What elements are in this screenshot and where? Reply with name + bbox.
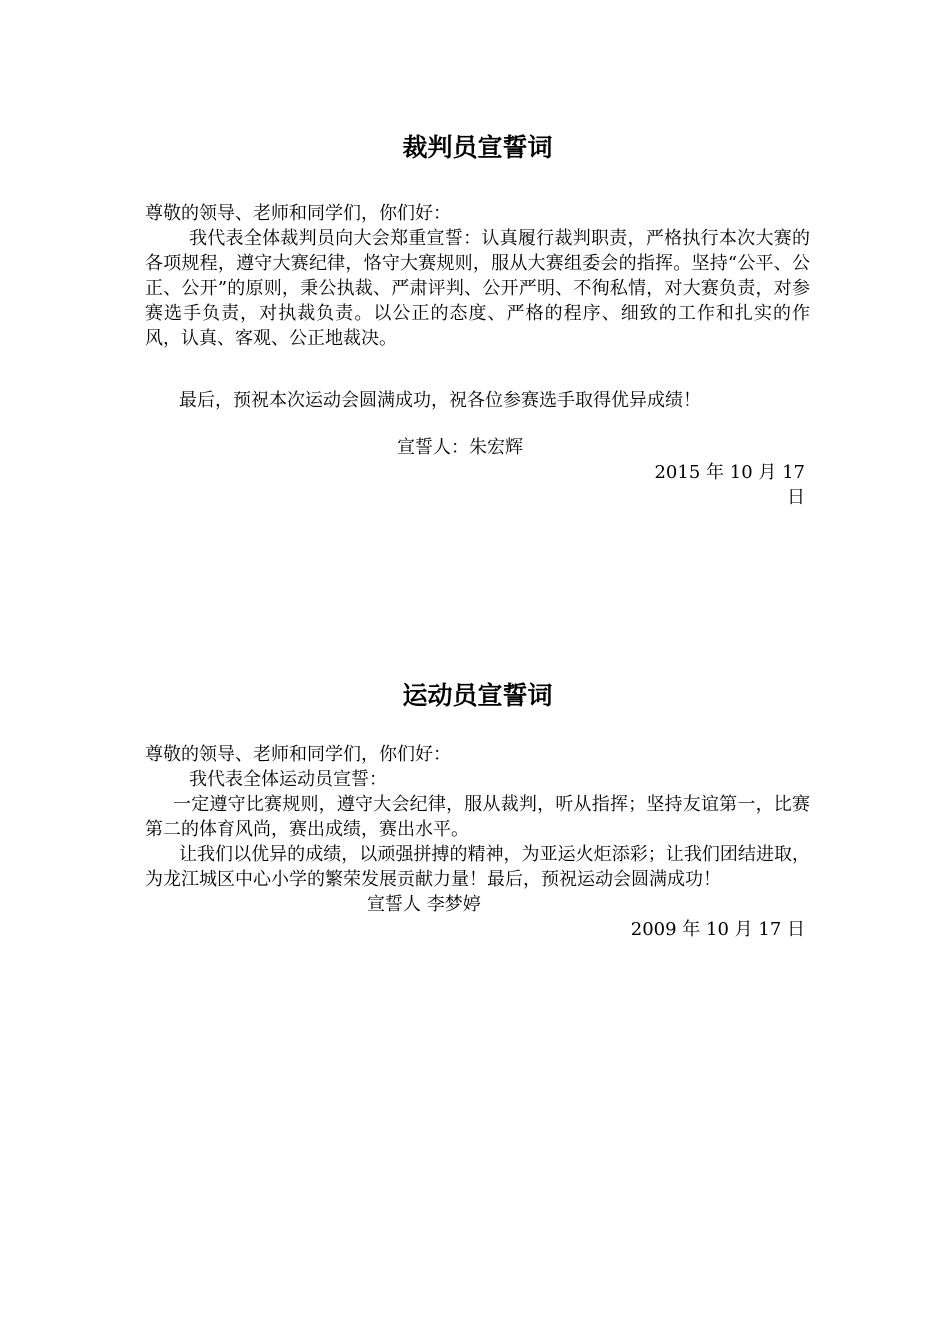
athlete-greeting: 尊敬的领导、老师和同学们，你们好： [145,744,451,765]
athlete-closing: 让我们以优异的成绩，以顽强拼搏的精神，为亚运火炬添彩；让我们团结进取，为龙江城区中心小学的繁荣发展贡献力量！最后，预祝运动会圆满成功！ [145,844,810,890]
referee-oath-title: 裁判员宣誓词 [402,133,553,162]
athlete-intro: 我代表全体运动员宣誓： [189,769,387,790]
referee-oath-body: 我代表全体裁判员向大会郑重宣誓：认真履行裁判职责，严格执行本次大赛的各项规程，遵守大赛纪律，恪守大赛规则，服从大赛组委会的指挥。坚持“公平、公正、公开”的原则，秉公执裁、严肃评判、公开严明、不徇私情，对大赛负责，对参赛选手负责，对执裁负责。以公正的态度、严格的程序、细致的工作和扎实的作风，认真、客观、公正地裁决。 [145,228,810,349]
referee-greeting: 尊敬的领导、老师和同学们，你们好： [145,203,451,224]
athlete-signature: 宣誓人 李梦婷 [367,894,481,915]
athlete-pledge: 一定遵守比赛规则，遵守大会纪律，服从裁判，听从指挥；坚持友谊第一，比赛第二的体育风尚，赛出成绩，赛出水平。 [145,794,810,840]
athlete-oath-section [145,681,810,942]
athlete-oath-title: 运动员宣誓词 [402,681,553,710]
referee-oath-section [145,133,810,510]
referee-signature: 宣誓人：朱宏辉 [397,437,523,458]
referee-date: 2015 年 10 月 17 日 [654,462,805,508]
athlete-date: 2009 年 10 月 17 日 [630,919,805,940]
referee-closing: 最后，预祝本次运动会圆满成功，祝各位参赛选手取得优异成绩！ [179,390,701,411]
